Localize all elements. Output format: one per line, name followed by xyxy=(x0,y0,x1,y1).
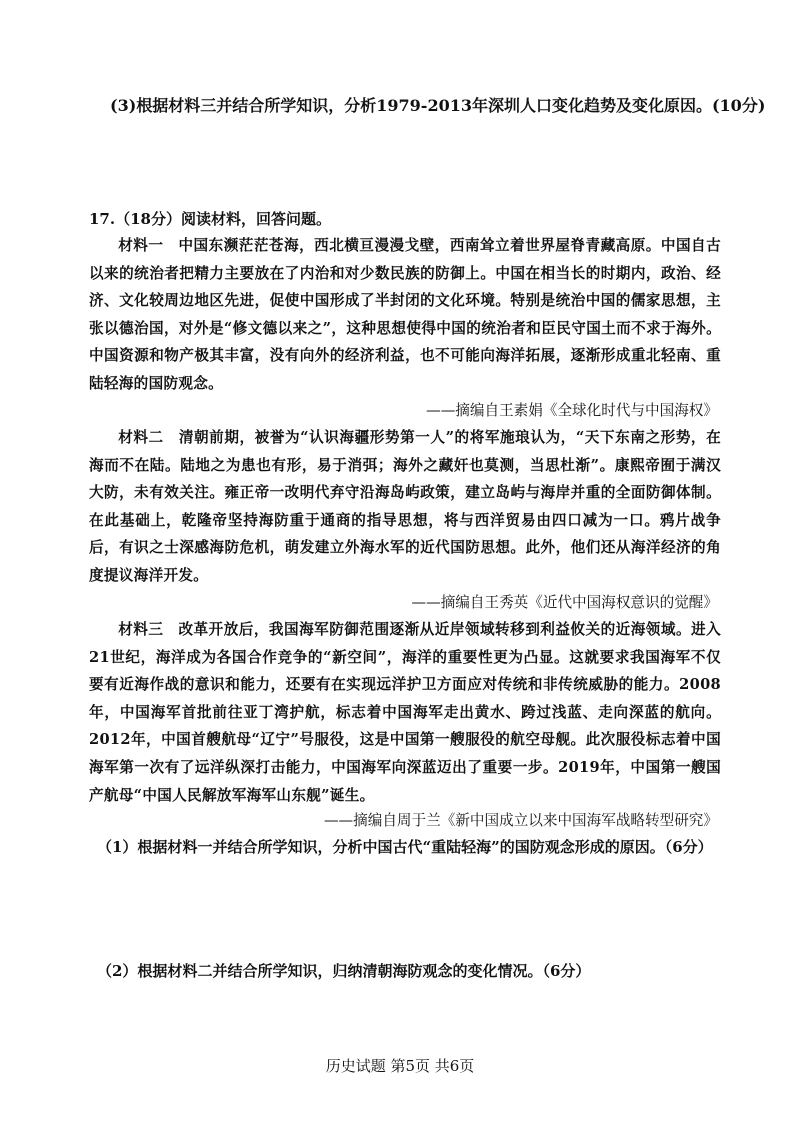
material-3-text: 材料三 改革开放后，我国海军防御范围逐渐从近岸领域转移到利益攸关的近海领域。进入21世纪，海洋成为各国合作竞争的“新空间”，海洋的重要性更为凸显。这就要求我国海军不仅要有近海作战的意识和能力，还要有在实现远洋护卫方面应对传统和非传统威胁的能力。2008年，中国海军首批前往亚丁湾护航，标志着中国海军走出黄水、跨过浅蓝、走向深蓝的航向。2012年，中国首艘航母“辽宁”号服役，这是中国第一艘服役的航空母舰。此次服役标志着中国海军第一次有了远洋纵深打击能力，中国海军向深蓝迈出了重要一步。2019年，中国第一艘国产航母“中国人民解放军海军山东舰”诞生。 xyxy=(89,621,721,804)
material-2-text: 材料二 清朝前期，被誉为“认识海疆形势第一人”的将军施琅认为，“天下东南之形势，在海而不在陆。陆地之为患也有形，易于消弭；海外之藏奸也莫测，当思杜渐”。康熙帝囿于满汉大防，未有效关注。雍正帝一改明代弃守沿海岛屿政策，建立岛屿与海岸并重的全面防御体制。在此基础上，乾隆帝坚持海防重于通商的指导思想，将与西洋贸易由四口减为一口。鸦片战争后，有识之士深感海防危机，萌发建立外海水军的近代国防思想。此外，他们还从海洋经济的角度提议海洋开发。 xyxy=(89,429,721,584)
sub-question-2: （2）根据材料二并结合所学知识，归纳清朝海防观念的变化情况。（6分） xyxy=(97,962,591,980)
material-1-text: 材料一 中国东濒茫茫苍海，西北横亘漫漫戈壁，西南耸立着世界屋脊青藏高原。中国自古以来的统治者把精力主要放在了内治和对少数民族的防御上。中国在相当长的时期内，政治、经济、文化较周边地区先进，促使中国形成了半封闭的文化环境。特别是统治中国的儒家思想，主张以德治国，对外是“修文德以来之”，这种思想使得中国的统治者和臣民守国土而不求于海外。中国资源和物产极其丰富，没有向外的经济利益，也不可能向海洋拓展，逐渐形成重北轻南、重陆轻海的国防观念。 xyxy=(89,237,721,392)
question-3-prompt: (3)根据材料三并结合所学知识，分析1979-2013年深圳人口变化趋势及变化原因。(10分) xyxy=(110,96,766,115)
sub-question-1: （1）根据材料一并结合所学知识，分析中国古代“重陆轻海”的国防观念形成的原因。（6分） xyxy=(97,838,713,856)
material-3-source: ——摘编自周于兰《新中国成立以来中国海军战略转型研究》 xyxy=(323,812,718,829)
material-1-source: ——摘编自王素娟《全球化时代与中国海权》 xyxy=(426,402,718,419)
material-2-source: ——摘编自王秀英《近代中国海权意识的觉醒》 xyxy=(411,594,718,611)
question-17-header: 17.（18分）阅读材料，回答问题。 xyxy=(89,210,331,228)
page-footer: 历史试题 第5页 共6页 xyxy=(325,1057,475,1075)
